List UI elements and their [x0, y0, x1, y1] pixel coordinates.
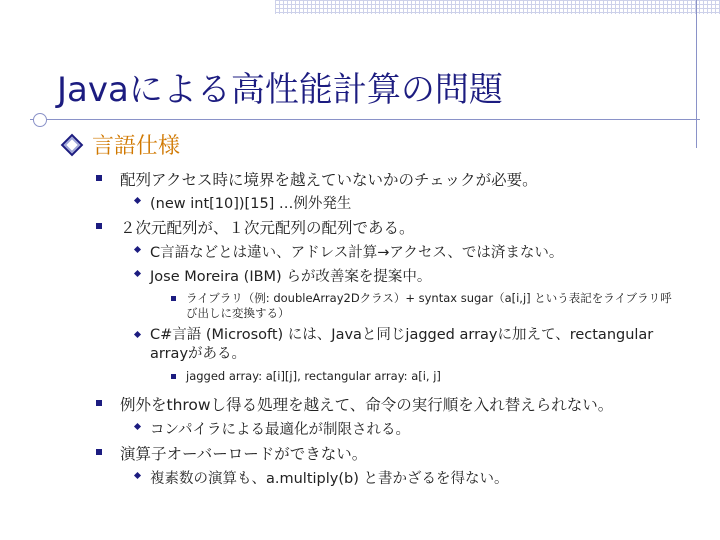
item-text-line: び出しに変換する） [186, 306, 290, 320]
square-bullet-icon [96, 449, 102, 455]
sub-list-item [135, 265, 431, 286]
square-bullet-icon [96, 175, 102, 181]
diamond-bullet-icon [134, 197, 141, 204]
slide-title: Javaによる高性能計算の問題 [57, 70, 503, 110]
item-text-line: ライブラリ（例: doubleArray2Dクラス）+ syntax sugar（a[i,j] という表記をライブラリ呼 [186, 291, 672, 305]
item-text: コンパイラによる最適化が制限される。 [150, 422, 410, 438]
item-text: C言語などとは違い、アドレス計算→アクセス、では済まない。 [150, 245, 564, 261]
title-underline [30, 119, 700, 120]
item-text: 演算子オーバーロードができない。 [120, 445, 368, 463]
sub-list-item [135, 467, 509, 488]
square-bullet-icon [96, 223, 102, 229]
diamond-bullet-icon [134, 423, 141, 430]
list-item [96, 393, 613, 415]
item-text [150, 326, 653, 364]
diamond-bullet-icon [134, 246, 141, 253]
square-bullet-icon [96, 400, 102, 406]
item-text: ２次元配列が、１次元配列の配列である。 [120, 219, 415, 237]
heading-text: 言語仕様 [92, 134, 181, 159]
diamond-bullet-icon [134, 331, 141, 338]
item-text: 例外をthrowし得る処理を越えて、命令の実行順を入れ替えられない。 [120, 396, 614, 414]
sub-list-item [135, 326, 653, 364]
item-text: jagged array: a[i][j], rectangular array: a[i, j] [186, 369, 441, 383]
list-item [96, 216, 415, 238]
item-text-line: C#言語 (Microsoft) には、Javaと同じjagged arrayに加えて、rectangular [150, 327, 654, 343]
item-text [186, 291, 672, 321]
sub-list-item [135, 241, 563, 262]
circle-ornament [33, 113, 47, 127]
list-item [96, 168, 538, 190]
item-text-line: arrayがある。 [150, 346, 247, 362]
item-text: 配列アクセス時に境界を越えていないかのチェックが必要。 [120, 171, 538, 189]
list-item [96, 442, 367, 464]
item-text: 複素数の演算も、a.multiply(b) と書かざるを得ない。 [150, 471, 509, 487]
item-text: Jose Moreira (IBM) らが改善案を提案中。 [150, 269, 432, 285]
sub-list-item [135, 418, 410, 439]
diamond-bullet-icon [134, 472, 141, 479]
square-bullet-icon [171, 296, 176, 301]
detail-list-item [171, 369, 441, 384]
detail-list-item [171, 291, 672, 321]
vertical-rule [696, 0, 697, 148]
diamond-bullet-icon [134, 270, 141, 277]
header-grid-decoration [275, 0, 720, 14]
diamond-bullet-icon [61, 133, 84, 156]
item-text: (new int[10])[15] …例外発生 [150, 196, 352, 212]
level1-heading [60, 129, 180, 160]
sub-list-item [135, 192, 351, 213]
square-bullet-icon [171, 374, 176, 379]
